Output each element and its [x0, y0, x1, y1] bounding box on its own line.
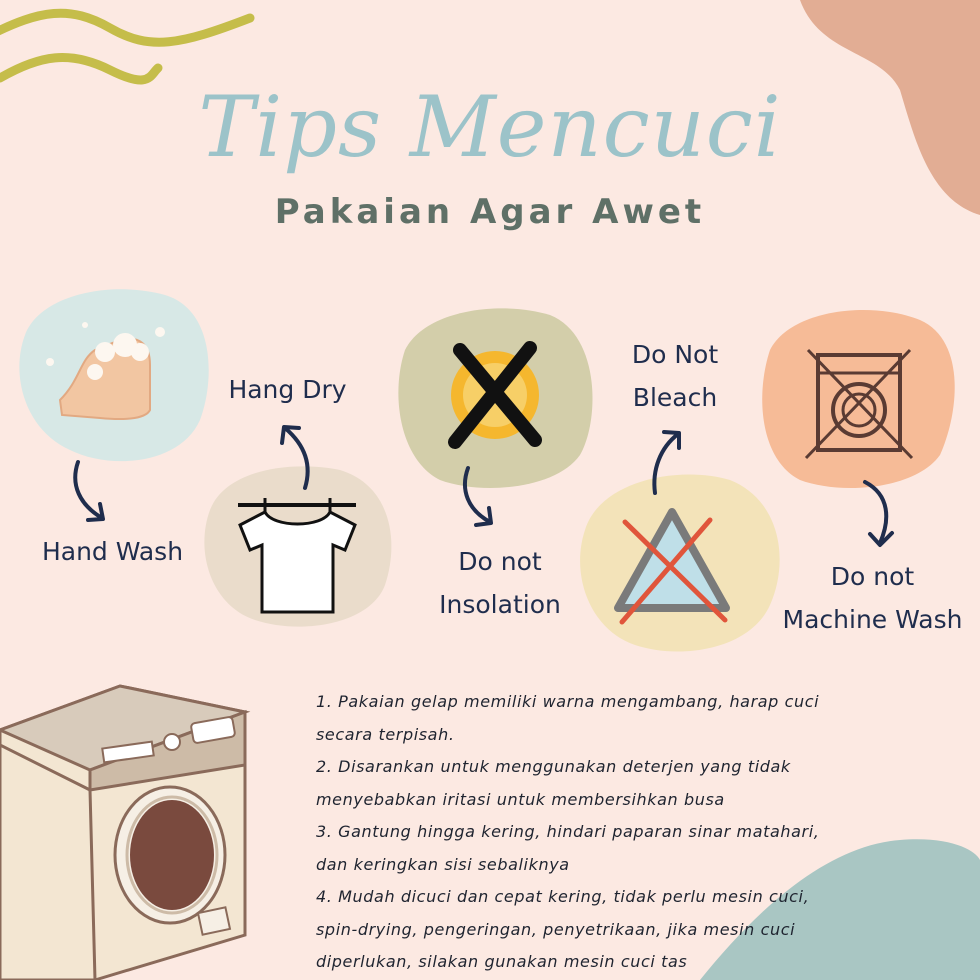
washing-machine-illustration [0, 686, 245, 980]
hand-wash-icon [19, 289, 208, 461]
tip-line: 2. Disarankan untuk menggunakan deterjen yang tidak [316, 757, 791, 776]
label-do-not-insolation: Do not Insolation [439, 547, 561, 619]
label-do-not-bleach: Do Not Bleach [631, 340, 719, 412]
page-title: Tips Mencuci [198, 78, 782, 176]
hanging-shirt-icon [204, 466, 391, 626]
tip-line: 3. Gantung hingga kering, hindari paparan sinar matahari, [316, 822, 820, 841]
label-do-not-machine-wash: Do not Machine Wash [782, 562, 963, 634]
label-hand-wash: Hand Wash [41, 537, 184, 566]
arrow-down-hand-wash [75, 462, 102, 518]
tip-line: diperlukan, silakan gunakan mesin cuci tas [316, 952, 688, 971]
tip-line: spin-drying, pengeringan, penyetrikaan, jika mesin cuci [316, 919, 796, 939]
label-hang-dry: Hang Dry [228, 375, 347, 404]
tips-list [316, 686, 956, 979]
page-subtitle: Pakaian Agar Awet [274, 192, 706, 232]
crossed-washing-machine-icon [762, 310, 954, 488]
blob-machine-wash [762, 310, 954, 488]
crossed-triangle-icon [580, 474, 780, 651]
tip-line: 4. Mudah dicuci dan cepat kering, tidak perlu mesin cuci, [316, 887, 810, 906]
tip-line: secara terpisah. [316, 724, 455, 744]
crossed-sun-icon [398, 308, 592, 488]
tip-line: menyebabkan iritasi untuk membersihkan busa [316, 789, 725, 809]
tip-line: dan keringkan sisi sebaliknya [316, 854, 570, 874]
tip-line: 1. Pakaian gelap memiliki warna mengambang, harap cuci [316, 692, 820, 711]
